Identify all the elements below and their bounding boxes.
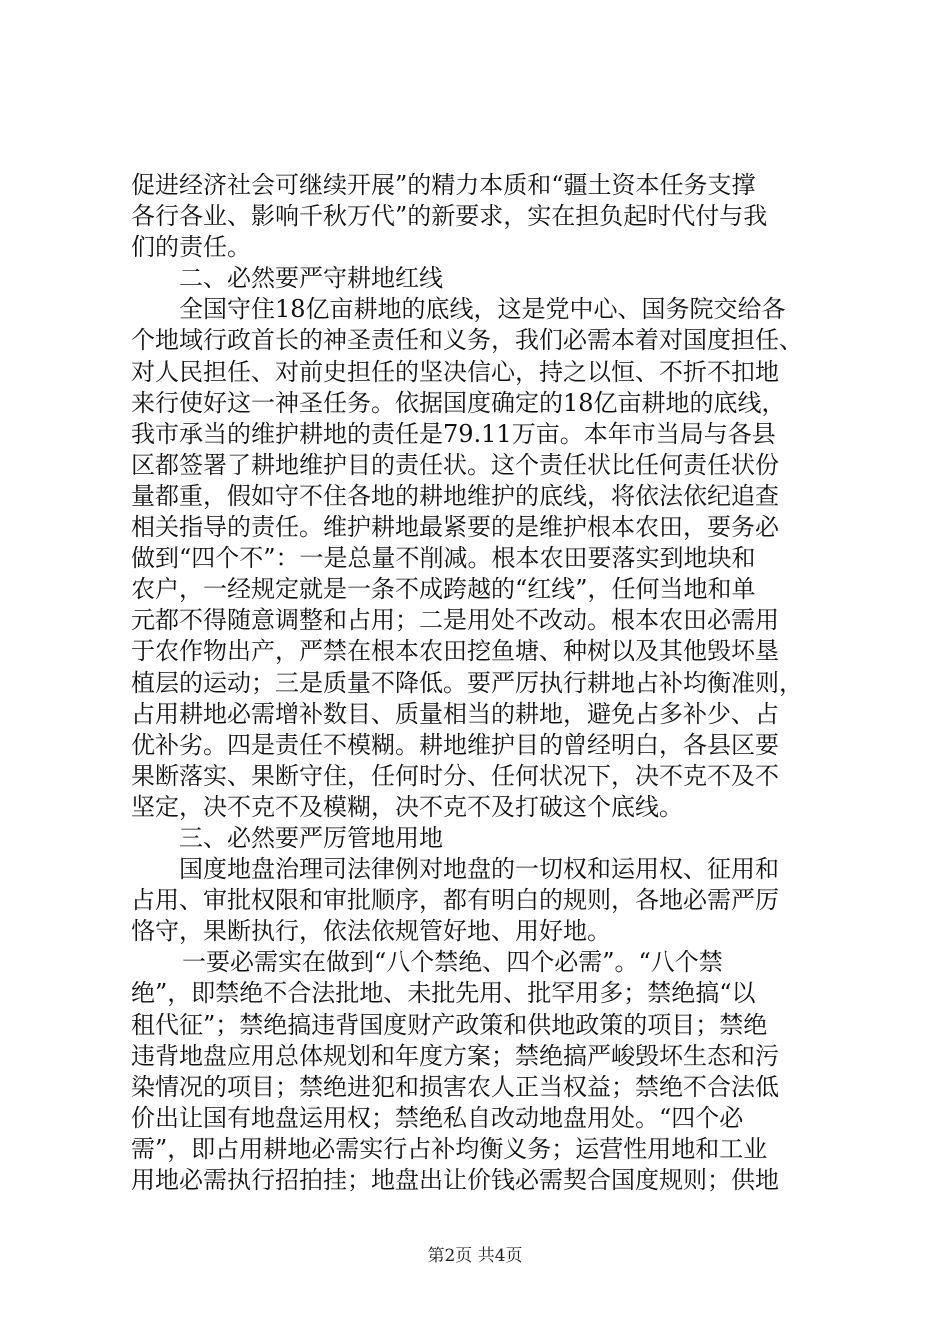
text-line: 染情况的项目；禁绝进犯和损害农人正当权益；禁绝不合法低 [131, 1072, 779, 1101]
text-line: 各行各业、影响千秋万代”的新要求，实在担负起时代付与我 [131, 202, 768, 231]
text-line: 优补劣。四是责任不模糊。耕地维护目的曾经明白，各县区要 [131, 730, 779, 759]
text-line: 国度地盘治理司法律例对地盘的一切权和运用权、征用和 [179, 855, 779, 884]
text-line: 用地必需执行招拍挂；地盘出让价钱必需契合国度规则；供地 [131, 1166, 779, 1194]
text-line: 促进经济社会可继续开展”的精力本质和“疆土资本任务支撑 [131, 171, 756, 199]
text-line: 绝”，即禁绝不合法批地、未批先用、批罕用多；禁绝搞“以 [131, 979, 756, 1008]
text-line: 相关指导的责任。维护耕地最紧要的是维护根本农田，要务必 [131, 513, 779, 542]
text-line: 做到“四个不”：一是总量不削减。根本农田要落实到地块和 [131, 544, 756, 573]
text-line: 全国守住18亿亩耕地的底线，这是党中心、国务院交给各 [179, 295, 786, 324]
text-line: 占用耕地必需增补数目、质量相当的耕地，避免占多补少、占 [131, 699, 779, 728]
text-line: 占用、审批权限和审批顺序，都有明白的规则，各地必需严厉 [131, 886, 779, 915]
text-line: 于农作物出产，严禁在根本农田挖鱼塘、种树以及其他毁坏垦 [131, 637, 779, 666]
text-line: 果断落实、果断守住，任何时分、任何状况下，决不克不及不 [131, 761, 779, 790]
text-line: 我市承当的维护耕地的责任是79.11万亩。本年市当局与各县 [131, 419, 776, 448]
text-line: 量都重，假如守不住各地的耕地维护的底线，将依法依纪追查 [131, 481, 779, 510]
text-line: 租代征”；禁绝搞违背国度财产政策和供地政策的项目；禁绝 [131, 1010, 768, 1039]
text-line: 违背地盘应用总体规划和年度方案；禁绝搞严峻毁坏生态和污 [131, 1041, 779, 1070]
text-line: 们的责任。 [131, 233, 251, 262]
text-line: 植层的运动；三是质量不降低。要严厉执行耕地占补均衡准则， [131, 668, 803, 697]
document-body [131, 170, 831, 1196]
text-line: 农户，一经规定就是一条不成跨越的“红线”，任何当地和单 [131, 575, 756, 604]
text-line: 对人民担任、对前史担任的坚决信心，持之以恒、不折不扣地 [131, 357, 779, 386]
page-number-footer: 第2页 共4页 [427, 1246, 523, 1266]
section-heading: 三、必然要严厉管地用地 [179, 823, 443, 852]
text-line: 区都签署了耕地维护目的责任状。这个责任状比任何责任状份 [131, 450, 779, 479]
text-line: 需”，即占用耕地必需实行占补均衡义务；运营性用地和工业 [131, 1134, 768, 1163]
section-heading: 二、必然要严守耕地红线 [179, 264, 443, 293]
text-line: 一要必需实在做到“八个禁绝、四个必需”。“八个禁 [182, 948, 723, 977]
text-line: 元都不得随意调整和占用；二是用处不改动。根本农田必需用 [131, 606, 779, 635]
text-line: 个地域行政首长的神圣责任和义务，我们必需本着对国度担任、 [131, 326, 803, 355]
text-line: 坚定，决不克不及模糊，决不克不及打破这个底线。 [131, 792, 683, 821]
text-line: 价出让国有地盘运用权；禁绝私自改动地盘用处。“四个必 [131, 1103, 744, 1132]
text-line: 恪守，果断执行，依法依规管好地、用好地。 [131, 917, 611, 946]
text-line: 来行使好这一神圣任务。依据国度确定的18亿亩耕地的底线， [131, 388, 786, 417]
